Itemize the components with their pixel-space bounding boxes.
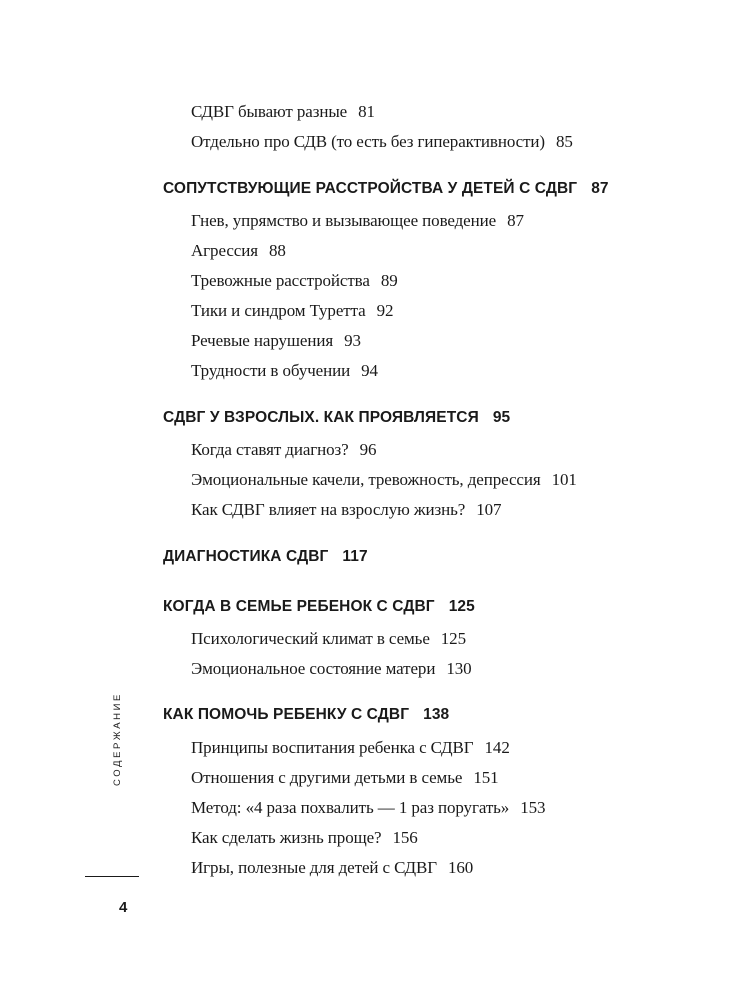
toc-entry-page: 85 — [556, 132, 573, 151]
toc-entry — [191, 103, 375, 120]
toc-entry-page: 81 — [358, 102, 375, 121]
toc-entry-title: Игры, полезные для детей с СДВГ — [191, 858, 437, 877]
toc-entry-page: 130 — [446, 659, 472, 678]
toc-chapter-page: 87 — [591, 180, 609, 197]
toc-entry — [191, 739, 510, 756]
toc-entry-page: 156 — [392, 828, 418, 847]
toc-entry-page: 142 — [484, 738, 510, 757]
toc-entry — [191, 272, 398, 289]
toc-chapter-title: ДИАГНОСТИКА СДВГ — [163, 548, 329, 565]
toc-entry-page: 88 — [268, 241, 286, 260]
toc-entry-title: Отдельно про СДВ (то есть без гиперактивности) — [191, 132, 545, 151]
toc-entry-page: 160 — [447, 858, 474, 877]
toc-entry-page: 107 — [476, 500, 502, 519]
toc-entry-page: 94 — [361, 361, 378, 380]
page-number: 4 — [119, 899, 128, 916]
footer-rule — [85, 876, 139, 877]
toc-entry-title: Психологический климат в семье — [191, 629, 430, 648]
toc-chapter-page: 125 — [448, 598, 475, 615]
toc-entry — [191, 501, 501, 518]
toc-chapter — [163, 549, 368, 565]
toc-entry-page: 92 — [376, 301, 394, 320]
toc-entry-title: Эмоциональное состояние матери — [191, 659, 436, 678]
toc-chapter-page: 95 — [492, 409, 511, 426]
toc-entry-title: Тики и синдром Туретта — [191, 301, 366, 320]
toc-entry-title: Когда ставят диагноз? — [191, 440, 349, 459]
toc-entry-title: Речевые нарушения — [191, 331, 334, 350]
toc-entry-title: Эмоциональные качели, тревожность, депрессия — [191, 470, 541, 489]
toc-chapter-title: КАК ПОМОЧЬ РЕБЕНКУ С СДВГ — [163, 706, 410, 723]
toc-chapter-page: 138 — [423, 706, 450, 723]
toc-entry — [191, 242, 286, 259]
toc-entry-page: 96 — [359, 440, 377, 459]
toc-chapter-title: КОГДА В СЕМЬЕ РЕБЕНОК С СДВГ — [163, 598, 435, 615]
toc-entry — [191, 630, 466, 647]
toc-entry — [191, 362, 378, 379]
toc-entry-page: 93 — [344, 331, 361, 350]
toc-entry-title: Отношения с другими детьми в семье — [191, 768, 463, 787]
toc-entry — [191, 133, 573, 150]
toc-entry-page: 101 — [551, 470, 577, 489]
toc-chapter-title: СДВГ У ВЗРОСЛЫХ. КАК ПРОЯВЛЯЕТСЯ — [163, 409, 479, 426]
toc-entry-title: Трудности в обучении — [191, 361, 351, 380]
toc-entry-title: Метод: «4 раза похвалить — 1 раз поругать» — [191, 798, 510, 817]
toc-entry — [191, 859, 473, 876]
toc-entry — [191, 302, 393, 319]
toc-entry-title: Как СДВГ влияет на взрослую жизнь? — [191, 500, 466, 519]
toc-chapter — [163, 410, 510, 426]
toc-entry-page: 87 — [507, 211, 524, 230]
toc-entry-page: 153 — [520, 798, 546, 817]
toc-entry-page: 125 — [440, 629, 466, 648]
toc-entry — [191, 769, 499, 786]
toc-entry — [191, 660, 472, 677]
toc-entry — [191, 471, 577, 488]
toc-entry-title: Тревожные расстройства — [191, 271, 370, 290]
toc-entry — [191, 441, 376, 458]
toc-entry-page: 89 — [380, 271, 398, 290]
running-head: СОДЕРЖАНИЕ — [112, 692, 123, 786]
toc-entry-title: Агрессия — [191, 241, 258, 260]
toc-chapter — [163, 599, 475, 615]
toc-entry-title: Гнев, упрямство и вызывающее поведение — [191, 211, 497, 230]
toc-chapter — [163, 181, 609, 197]
toc-entry — [191, 332, 361, 349]
toc-entry-title: Принципы воспитания ребенка с СДВГ — [191, 738, 474, 757]
toc-entry-title: СДВГ бывают разные — [191, 102, 348, 121]
toc-entry-page: 151 — [473, 768, 499, 787]
toc-chapter — [163, 707, 449, 723]
toc-chapter-title: СОПУТСТВУЮЩИЕ РАССТРОЙСТВА У ДЕТЕЙ С СДВГ — [163, 180, 578, 197]
toc-chapter-page: 117 — [342, 548, 368, 565]
toc-entry — [191, 799, 545, 816]
toc-entry — [191, 829, 418, 846]
toc-entry-title: Как сделать жизнь проще? — [191, 828, 382, 847]
toc-entry — [191, 212, 524, 229]
